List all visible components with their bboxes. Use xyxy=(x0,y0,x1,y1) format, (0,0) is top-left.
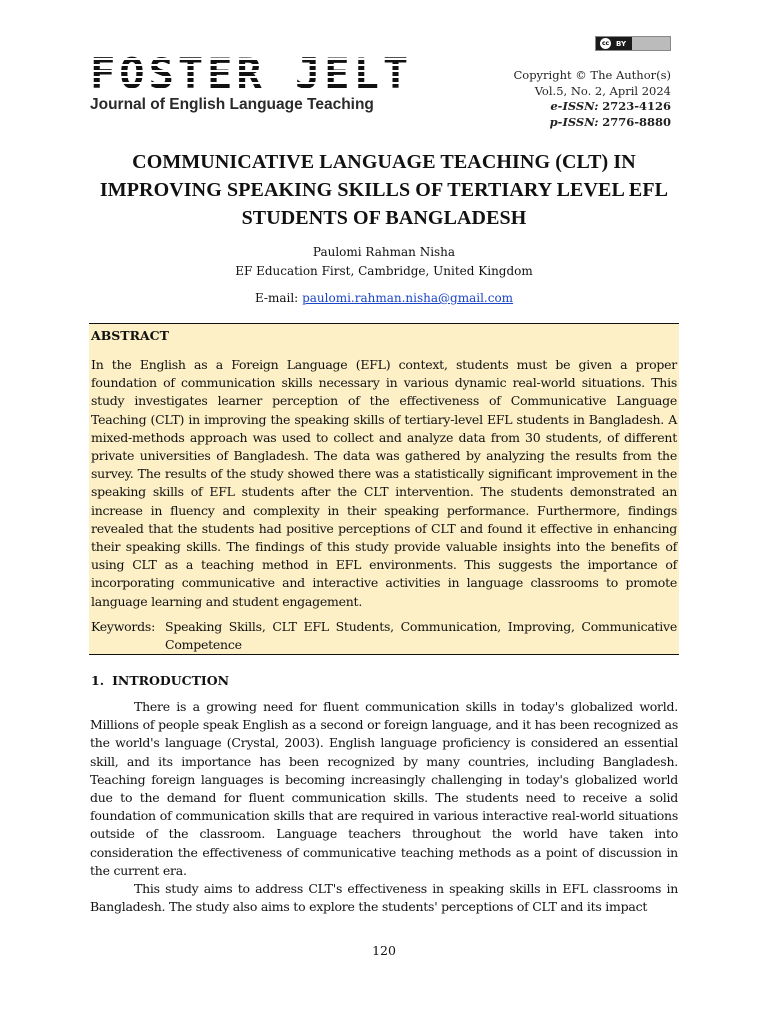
journal-logo-text: FOSTER JELT xyxy=(90,49,413,98)
abstract-heading: ABSTRACT xyxy=(91,328,169,343)
introduction-body xyxy=(90,698,678,916)
eissn-line: e-ISSN: 2723-4126 xyxy=(550,99,671,113)
copyright-line: Copyright © The Author(s) xyxy=(513,68,671,82)
section-title: INTRODUCTION xyxy=(112,673,230,688)
abstract-text: In the English as a Foreign Language (EFL) context, students must be given a proper foundation of communication skills necessary in various dynamic real-world situations. This study investigates learner perception of the effectiveness of Communicative Language Teaching (CLT) in improving the speaking skills of tertiary-level EFL students in Bangladesh. A mixed-methods approach was used to collect and analyze data from 30 students, of different private universities of Bangladesh. The data was gathered by analyzing the results from the survey. The results of the study showed there was a statistically significant improvement in the speaking skills of EFL students after the CLT intervention. The students demonstrated an increase in fluency and complexity in their speaking performance. Furthermore, findings revealed that the students had positive perceptions of CLT and found it effective in enhancing their speaking skills. The findings of this study provide valuable insights into the benefits of using CLT as a teaching method in EFL environments. This suggests the importance of incorporating communicative and interactive activities in language classrooms to promote language learning and student engagement. xyxy=(91,357,677,609)
author-affiliation: EF Education First, Cambridge, United Kingdom xyxy=(235,264,533,278)
author-email xyxy=(0,291,768,305)
creative-commons-icon: cc xyxy=(600,38,611,49)
section-heading-introduction xyxy=(91,673,229,688)
introduction-paragraph-1: There is a growing need for fluent communication skills in today's globalized world. Millions of people speak English as a second or foreign language, and it has been recognized as the world's language (Crystal, 2003). English language proficiency is considered an essential skill, and its importance has been recognized by many countries, including Bangladesh. Teaching foreign languages is becoming increasingly challenging in today's globalized world due to the demand for fluent communication skills. The students need to receive a solid foundation of communication skills that are required in various interactive real-world situations outside of the classroom. Language teachers throughout the world have taken into consideration the effectiveness of communicative teaching methods as a point of discussion in the current era. xyxy=(90,699,678,878)
journal-logo xyxy=(90,49,413,114)
journal-subtitle: Journal of English Language Teaching xyxy=(90,96,374,113)
license-by-label: BY xyxy=(616,39,627,48)
paper-title: COMMUNICATIVE LANGUAGE TEACHING (CLT) IN IMPROVING SPEAKING SKILLS OF TERTIARY LEVEL EFL STUDENTS OF BANGLADESH xyxy=(99,151,669,229)
section-number: 1. xyxy=(91,673,105,688)
keywords-row xyxy=(91,618,677,654)
license-badge-fill xyxy=(632,37,670,50)
email-link[interactable]: paulomi.rahman.nisha@gmail.com xyxy=(302,291,514,305)
keywords-label: Keywords: xyxy=(91,618,156,634)
volume-line: Vol.5, No. 2, April 2024 xyxy=(534,83,671,98)
keywords-text: Speaking Skills, CLT EFL Students, Communication, Improving, Communicative Competence xyxy=(165,618,677,653)
creative-commons-badge xyxy=(595,36,671,51)
abstract-box xyxy=(89,323,679,655)
page-number: 120 xyxy=(372,943,396,958)
email-label: E-mail: xyxy=(254,291,299,305)
pissn-line: p-ISSN: 2776-8880 xyxy=(549,114,671,129)
copyright-block xyxy=(513,68,671,130)
author-name: Paulomi Rahman Nisha xyxy=(312,245,456,259)
introduction-paragraph-2: This study aims to address CLT's effectiveness in speaking skills in EFL classrooms in Bangladesh. The study also aims to explore the students' perceptions of CLT and its impact xyxy=(90,881,678,915)
